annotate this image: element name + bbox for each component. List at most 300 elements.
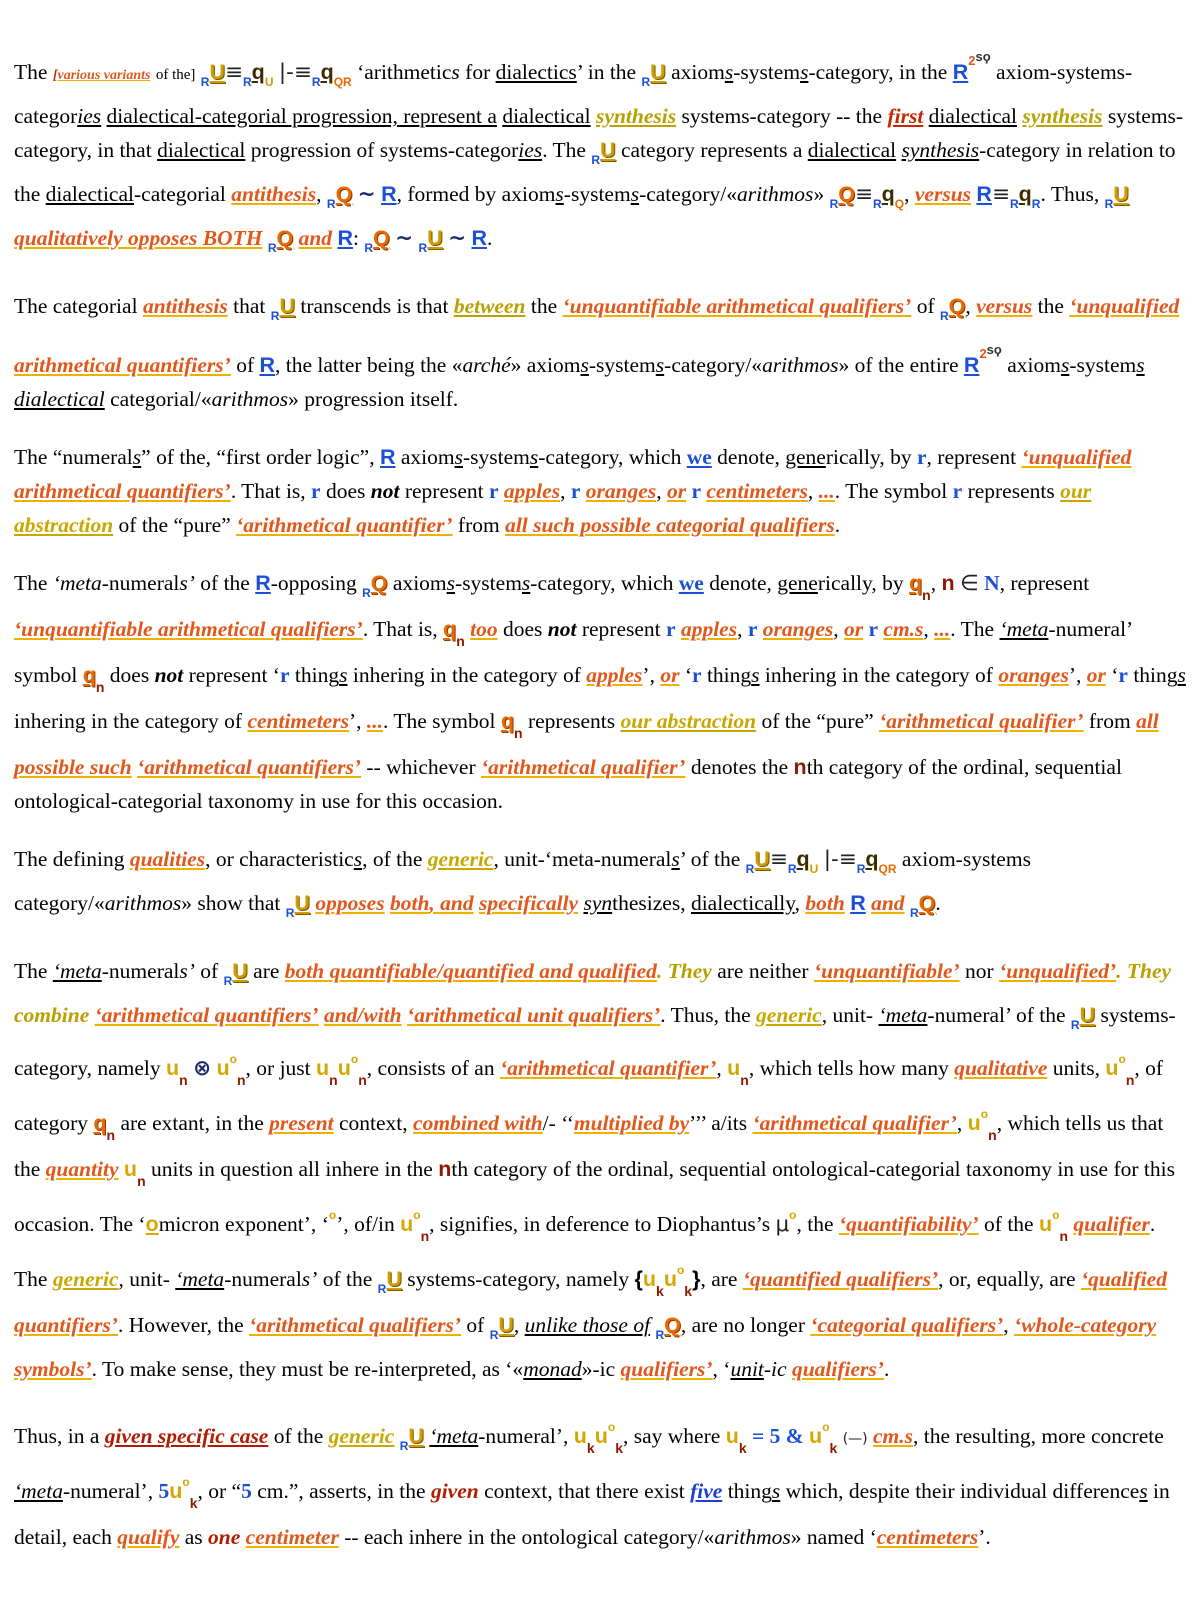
text: of the “pure” (118, 513, 231, 537)
text: are (253, 959, 280, 983)
text: , ‘ (712, 1357, 731, 1381)
text: represents (967, 479, 1055, 503)
text: ‘categorial qualifiers’ (810, 1313, 1004, 1337)
subscript-r: R (1070, 1018, 1080, 1032)
text: -category, in the (808, 60, 948, 84)
subscript-k: k (656, 1283, 664, 1299)
symbol-u-lower: u (725, 1424, 739, 1448)
text: synthesis (596, 104, 677, 128)
text: s (655, 353, 665, 377)
subscript-r: R (311, 75, 321, 89)
text: all possible such (14, 709, 1159, 779)
superscript-koppa: ϙ (982, 49, 991, 64)
text: s (529, 445, 539, 469)
symbol-r-lower: r (692, 663, 702, 687)
text: axiom (392, 571, 447, 595)
text: The symbol (393, 709, 496, 733)
text: syn (583, 891, 613, 915)
text: The (14, 571, 48, 595)
symbol-u-lower: u (663, 1267, 677, 1291)
text: -numeral (101, 571, 180, 595)
subscript-r: R (362, 586, 371, 600)
symbol-q: q (909, 571, 923, 595)
subscript-r: R (909, 906, 919, 920)
subscript-qr: QR (878, 862, 897, 876)
symbol-u: U (600, 138, 616, 162)
text: various variants (57, 68, 151, 83)
text: ‘meta (999, 617, 1049, 641)
symbol-r-lower: r (279, 663, 290, 687)
text: context, that there exist (484, 1479, 685, 1503)
subscript-n: n (456, 633, 465, 649)
left-brace: { (634, 1267, 643, 1291)
symbol-q-upper: Q (373, 226, 390, 250)
text: . The (14, 1212, 1156, 1291)
text: -numeral’, (478, 1424, 569, 1448)
subscript-n: n (329, 1072, 338, 1088)
text: , are no longer (680, 1313, 806, 1337)
text: arché (462, 353, 511, 377)
text: ‘‘ (561, 1111, 574, 1135)
symbol-u-lower: u (1038, 1212, 1053, 1236)
symbol-r-lower: r (691, 479, 702, 503)
text: th category of the ordinal, sequential ontological-categorial taxonomy in use for this occasion. (14, 755, 1122, 813)
symbol-r: R (952, 60, 969, 84)
superscript-omicron: o (182, 1475, 190, 1489)
text: , the resulting, more concrete (913, 1424, 1164, 1448)
text: ‘arithmetical qualifier’ (481, 755, 686, 779)
symbol-q: q (796, 847, 810, 871)
text: The “numeral (14, 445, 133, 469)
text: thing (727, 1479, 772, 1503)
symbol-r-lower: r (868, 617, 879, 641)
symbol-r: R (379, 445, 396, 469)
text: dialectical-categorial progression, represent a (106, 104, 497, 128)
text: s (446, 571, 456, 595)
text: -systems-categor (14, 60, 1133, 128)
symbol-r-lower: r (916, 445, 927, 469)
superscript-omicron: o (413, 1208, 421, 1222)
symbol-u: U (650, 60, 666, 84)
symbol-u: U (294, 891, 310, 915)
text: ‘meta (175, 1267, 225, 1291)
symbol-q: q (251, 60, 265, 84)
superscript-koppa: ϙ (993, 342, 1002, 357)
symbol-n: n (941, 571, 955, 595)
subscript-k: k (189, 1495, 198, 1511)
text: ies (518, 138, 543, 162)
text: formed by axiom (407, 182, 556, 206)
text: , unit- (118, 1267, 170, 1291)
text: gene (785, 445, 826, 469)
text: ‘arithmetical quantifiers’ (137, 755, 362, 779)
text: qualitative (954, 1056, 1048, 1080)
equiv-symbol: ≡ (991, 182, 1010, 207)
text: ‘meta (14, 1479, 63, 1503)
text: or (843, 617, 864, 641)
text: ‘unquantifiable’ (813, 959, 960, 983)
text: apples (586, 663, 643, 687)
symbol-q: q (500, 709, 515, 733)
text: centimeters (247, 709, 349, 733)
text: , are (700, 1267, 738, 1291)
text: versus (914, 182, 972, 206)
subscript-n: n (1125, 1072, 1135, 1088)
text: -categorial (134, 182, 226, 206)
text: thing (1133, 663, 1178, 687)
text: -numeral’ of the (927, 1003, 1066, 1027)
text: systems-category, namely (14, 1003, 1176, 1080)
symbol-r-lower: r (952, 479, 963, 503)
text: ‘arithmetical quantifier’ (499, 1056, 717, 1080)
text: -category, which (530, 571, 674, 595)
text: does (502, 617, 543, 641)
text: does (109, 663, 150, 687)
text: -system (1069, 353, 1137, 377)
subscript-r: R (655, 1328, 665, 1342)
text: » named ‘ (790, 1525, 877, 1549)
symbol-r-lower: r (1118, 663, 1128, 687)
text: are neither (717, 959, 809, 983)
symbol-n: n (793, 755, 807, 779)
superscript-omicron: o (980, 1107, 989, 1121)
text: of the (200, 571, 250, 595)
symbol-u: U (209, 60, 225, 84)
text: ‘unquantifiable arithmetical qualifiers’ (14, 617, 363, 641)
subscript-n: n (514, 725, 523, 741)
text: s (1139, 1479, 1148, 1503)
text: of (236, 353, 255, 377)
superscript-omicron: o (789, 1208, 797, 1222)
text: -system (455, 571, 522, 595)
text: arithmos (714, 1525, 791, 1549)
symbol-u-lower: u (166, 1056, 180, 1080)
text: , the latter being the « (275, 353, 463, 377)
text: ‘meta (52, 571, 102, 595)
text: . (883, 1357, 890, 1381)
text: axiom (671, 60, 725, 84)
text: . However, the (117, 1313, 244, 1337)
symbol-u-lower: u (400, 1212, 414, 1236)
equiv-symbol: ≡ (224, 60, 243, 85)
superscript-s: s (986, 342, 994, 357)
text: Thus, (1050, 182, 1100, 206)
text: -numeral (224, 1267, 302, 1291)
equiv-symbol: ≡ (769, 847, 788, 872)
symbol-q: q (865, 847, 879, 871)
text: . Thus, the (660, 1003, 751, 1027)
text: systems-category, in that (14, 104, 1184, 162)
text: qualities (129, 847, 206, 871)
subscript-r: R (829, 197, 839, 211)
text: we (678, 571, 704, 595)
text: ’, (642, 663, 655, 687)
text: both (805, 891, 845, 915)
text: ... (818, 479, 835, 503)
text: generic (756, 1003, 822, 1027)
subscript-n: n (179, 1072, 188, 1088)
text: axiom (901, 847, 956, 871)
symbol-u: U (1079, 1003, 1096, 1027)
text: represent (404, 479, 484, 503)
text: . The symbol (834, 479, 948, 503)
text: or (1086, 663, 1106, 687)
text: . To make sense, they must be re-interpreted, as ‘« (91, 1357, 524, 1381)
text: ... (934, 617, 951, 641)
subscript-r: R (285, 906, 295, 920)
text: » show that (181, 891, 281, 915)
text: of (466, 1313, 485, 1337)
text: axiom (996, 60, 1050, 84)
subscript-r: R (267, 241, 277, 255)
text: s (451, 60, 460, 84)
subscript-k: k (829, 1440, 838, 1456)
text: . The (542, 138, 586, 162)
subscript-r: R (591, 153, 601, 167)
text: The (14, 60, 48, 84)
text: generic (427, 847, 494, 871)
symbol-q-upper: Q (370, 571, 388, 595)
subscript-n: n (106, 1127, 116, 1143)
text: as (184, 1525, 203, 1549)
symbol-u-lower: u (809, 1424, 823, 1448)
text: . They combine (14, 959, 1172, 1027)
text: ‘meta (429, 1424, 479, 1448)
symbol-u-lower: u (123, 1157, 138, 1181)
text: s (1060, 353, 1070, 377)
text: systems-category -- the (681, 104, 883, 128)
text: ‘quantified qualifiers’ (742, 1267, 939, 1291)
symbol-r: R (259, 353, 276, 377)
text: , and (429, 891, 474, 915)
text: -opposing (270, 571, 357, 595)
superscript-omicron: o (229, 1052, 237, 1066)
text: The categorial (14, 294, 138, 318)
text: and (298, 226, 333, 250)
text: s’ (179, 571, 195, 595)
text: , or just (245, 1056, 311, 1080)
subscript-n: n (95, 679, 105, 695)
text: ‘arithmetical qualifiers’ (249, 1313, 462, 1337)
text: gene (777, 571, 818, 595)
symbol-r-lower: r (666, 617, 676, 641)
text: rically, by (825, 445, 912, 469)
text: denote, (709, 571, 772, 595)
symbol-q-upper: Q (276, 226, 294, 250)
paragraph-1: The [various variants of the] $_RU\equiv_Rq_U$ $|-\equiv_Rq_{QR}$ ‘arithmetics for dialectics’ in the $_R$U axioms-systems-category, in the $R^{2sϙ}$ axiom-systems-categories dialectical-categorial progression, represent a dialectical synthesis systems-category -- the first dialectical synthesis systems-category, in that dialectical progression of systems-categories. The $_R$U category represents a dialectical synthesis-category in relation to the dialectical-categorial antithesis, $_R$Q ~ R, formed by axioms-systems-category/«arithmos» $_RQ\equiv_Rq_Q$, versus $R\equiv_Rq_R$. Thus, $_R$U qualitatively opposes BOTH $_R$Q and R: $_R$Q ~ $_R$U ~ R. (14, 49, 1184, 255)
text: ‘meta (52, 959, 102, 983)
text: ‘meta (878, 1003, 928, 1027)
text: ] (190, 67, 196, 83)
text: given (430, 1479, 479, 1503)
text: , of the (362, 847, 423, 871)
subscript-r: R (243, 75, 252, 89)
superscript-omicron: o (328, 1208, 337, 1222)
symbol-r: R (471, 226, 487, 250)
subscript-r: R (1009, 197, 1019, 211)
text: of the (322, 1267, 373, 1291)
text: ‘quantifiability’ (838, 1212, 979, 1236)
subscript-n: n (236, 1072, 246, 1088)
symbol-q: q (443, 617, 457, 641)
subscript-n: n (988, 1127, 997, 1143)
text: dialectics (495, 60, 577, 84)
text: ‘unqualified arithmetical quantifiers’ (14, 445, 1132, 503)
text: context, (339, 1111, 408, 1135)
text: thesizes, (612, 891, 686, 915)
text: , signifies, in deference to Diophantus’s (429, 1212, 771, 1236)
text: systems-category, namely (407, 1267, 630, 1291)
subscript-r: R (200, 75, 210, 89)
text: are extant, in the (120, 1111, 264, 1135)
text: we (686, 445, 712, 469)
symbol-q: q (881, 182, 895, 206)
text: ’, of/in (336, 1212, 395, 1236)
text: units in question all inhere in the (151, 1157, 433, 1181)
symbol-q-upper: Q (948, 294, 966, 318)
text: , unit- (821, 1003, 874, 1027)
subscript-r: R (872, 197, 882, 211)
text: not (547, 617, 577, 641)
subscript-u: U (264, 75, 274, 89)
subscript-n: n (922, 587, 931, 603)
subscript-r: R (377, 1282, 387, 1296)
text: represent ‘ (188, 663, 280, 687)
text: s (751, 663, 760, 687)
paragraph-3: The “numerals” of the, “first order logic”, R axioms-systems-category, which we denote, generically, by r, represent ‘unqualified arithmetical quantifiers’. That is, r does not represent r apples, r oranges, or r centimeters, .... The symbol r represents our abstraction of the “pure” ‘arithmetical quantifier’ from all such possible categorial qualifiers. (14, 445, 1132, 537)
text: qualify (117, 1525, 180, 1549)
text: -numeral’ symbol (14, 617, 1132, 687)
text: both (389, 891, 430, 915)
symbol-u: U (408, 1424, 424, 1448)
symbol-n: n (438, 1157, 452, 1181)
text: unit (730, 1357, 764, 1381)
text: cm.s (873, 1424, 914, 1448)
text: ‘arithmetic (357, 60, 452, 84)
text: , or, equally, are (938, 1267, 1076, 1291)
text: , (1003, 1313, 1009, 1337)
symbol-r-lower: r (747, 617, 758, 641)
subscript-n: n (740, 1072, 749, 1088)
subscript-k: k (738, 1440, 747, 1456)
text: given specific case (104, 1424, 269, 1448)
symbol-u: U (232, 959, 248, 983)
text: dialectical (502, 104, 591, 128)
subscript-n: n (420, 1228, 430, 1244)
symbol-r: R (963, 353, 980, 377)
text: dialectical (45, 182, 134, 206)
text: , of category (14, 1056, 1164, 1135)
text: s (521, 571, 531, 595)
paragraph-4: The ‘meta-numerals’ of the R-opposing $_R$Q axioms-systems-category, which we denote, generically, by $q_n$, n ∈ N, represent ‘unquantifiable arithmetical qualifiers’. That is, $q_n$ too does not represent r apples, r oranges, or r cm.s, .... The ‘meta-numeral’ symbol $q_n$ does not represent ‘r things inhering in the category of apples’, or ‘r things inhering in the category of oranges’, or ‘r things inhering in the category of centimeters’, .... The symbol $q_n$ represents our abstraction of the “pure” ‘arithmetical qualifier’ from all possible such ‘arithmetical quantifiers’ -- whichever ‘arithmetical qualifier’ denotes the nth category of the ordinal, sequential ontological-categorial taxonomy in use for this occasion. (14, 571, 1186, 813)
subscript-k: k (586, 1440, 595, 1456)
text: s (353, 847, 363, 871)
subscript-r: R (418, 241, 428, 255)
text: centimeters (706, 479, 808, 503)
superscript-omicron: o (1118, 1052, 1126, 1066)
text: not (154, 663, 184, 687)
document-page (14, 40, 1186, 1578)
text: s (1177, 663, 1186, 687)
text: inhering in the category of (764, 663, 993, 687)
text: -system (563, 182, 631, 206)
text: ‘unqualified arithmetical quantifiers’ (14, 294, 1180, 377)
subscript-r: R (1031, 197, 1041, 211)
text: the (1037, 294, 1064, 318)
symbol-u: U (386, 1267, 402, 1291)
text: s (771, 1479, 781, 1503)
paragraph-2: The categorial antithesis that $_R$U transcends is that between the ‘unquantifiable arithmetical qualifiers’ of $_R$Q, versus the ‘unqualified arithmetical quantifiers’ of R, the latter being the «arché» axioms-systems-category/«arithmos» of the entire $R^{2sϙ}$ axioms-systems dialectical categorial/«arithmos» progression itself. (14, 294, 1180, 411)
text: -category, which (538, 445, 682, 469)
subscript-r: R (364, 241, 373, 255)
text: combined with (413, 1111, 543, 1135)
symbol-u-lower: u (573, 1424, 587, 1448)
text: /- (542, 1111, 556, 1135)
subscript-r: R (326, 197, 336, 211)
text: s (339, 663, 348, 687)
equiv-symbol: ≡ (854, 182, 873, 207)
text: , (794, 891, 800, 915)
text: one (208, 1525, 241, 1549)
text: axiom (400, 445, 455, 469)
tilde-symbol: ~ (448, 226, 467, 251)
text: ’, (348, 709, 362, 733)
text: ‘whole-category symbols’ (14, 1313, 1157, 1381)
text: The (960, 617, 995, 641)
subscript-k: k (615, 1440, 623, 1456)
text: denote, (717, 445, 780, 469)
text: that (233, 294, 266, 318)
text: oranges (762, 617, 834, 641)
superscript-s: s (975, 49, 983, 64)
text: oranges (998, 663, 1069, 687)
text: monad (523, 1357, 582, 1381)
text: , represent (926, 445, 1017, 469)
text: antithesis (142, 294, 228, 318)
superscript-omicron: o (676, 1263, 685, 1277)
text: -numeral (101, 959, 180, 983)
superscript-2: 2 (979, 346, 987, 361)
subscript-r: R (1104, 197, 1114, 211)
text: -system (588, 353, 656, 377)
text: inhering in the category of (14, 709, 243, 733)
symbol-u: U (754, 847, 770, 871)
symbol-q-upper: Q (918, 891, 936, 915)
symbol-r-lower: r (311, 479, 321, 503)
text: , or characteristic (205, 847, 354, 871)
text: s category/« (14, 847, 1031, 915)
text: or (660, 663, 680, 687)
text: of the (155, 67, 191, 83)
text: and/with (323, 1003, 402, 1027)
superscript-omicron: o (822, 1420, 830, 1434)
text: does (325, 479, 366, 503)
superscript-omicron: o (350, 1052, 359, 1066)
text: generic (52, 1267, 119, 1291)
symbol-5: 5 (158, 1479, 170, 1503)
text: ‘arithmetical qualifier’ (752, 1111, 957, 1135)
paragraph-7 (14, 1410, 1186, 1554)
subscript-r: R (939, 309, 949, 323)
symbol-r-lower: r (570, 479, 581, 503)
symbol-q: q (93, 1111, 107, 1135)
text: denotes the (690, 755, 789, 779)
text: ies (77, 104, 102, 128)
text: ‘ (1111, 663, 1119, 687)
text: s (454, 445, 463, 469)
text: synthesis (901, 138, 980, 162)
symbol-r: R (381, 182, 397, 206)
